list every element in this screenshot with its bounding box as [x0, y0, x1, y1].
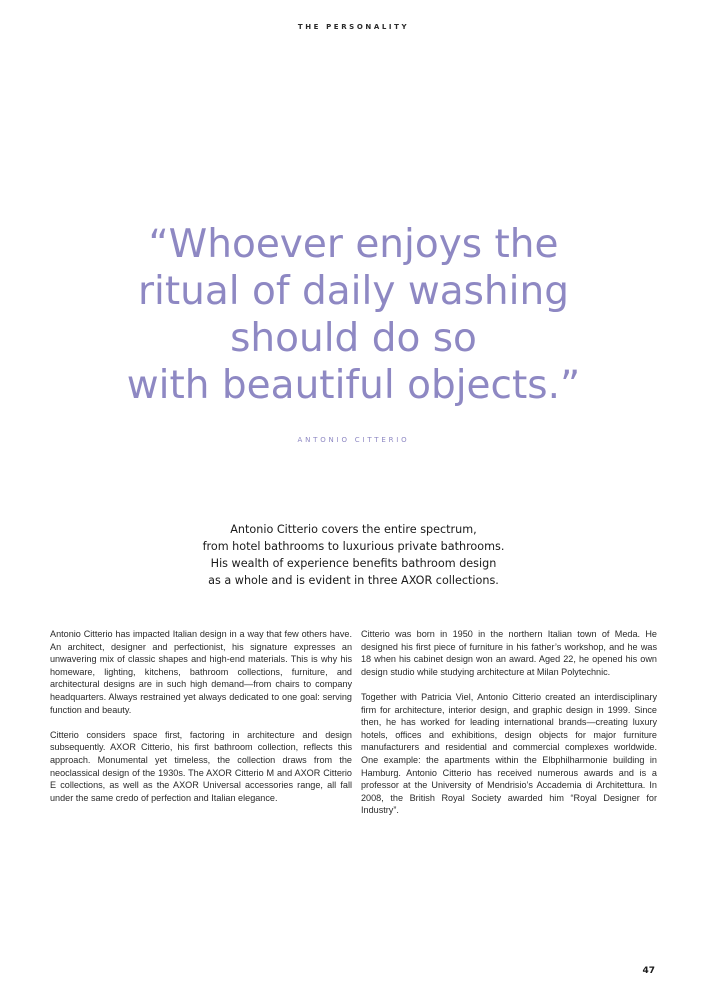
- body-column-right: [361, 628, 657, 830]
- quote-line: “Whoever enjoys the: [148, 222, 559, 267]
- intro-line: His wealth of experience benefits bathroom design: [210, 557, 497, 570]
- section-label: THE PERSONALITY: [297, 23, 410, 31]
- body-paragraph: Citterio considers space first, factoring in architecture and design subsequently. AXOR Citterio, his first bathroom collection, reflects this approach. Monumental yet timeless, the collection draws from the neoclassical design of the 1930s. The AXOR Citterio M and AXOR Citterio E collections, as well as the AXOR Universal accessories range, all fall under the same credo of perfection and Italian elegance.: [50, 729, 352, 803]
- body-column-left: [50, 628, 352, 817]
- intro-line: as a whole and is evident in three AXOR collections.: [208, 574, 499, 587]
- body-paragraph: Citterio was born in 1950 in the northern Italian town of Meda. He designed his first piece of furniture in his father’s workshop, and he was 18 when his cabinet design won an award. Aged 22, he opened his own design studio while studying architecture at Milan Polytechnic.: [361, 629, 657, 677]
- page-number: 47: [642, 966, 655, 976]
- body-paragraph: Antonio Citterio has impacted Italian design in a way that few others have. An architect, designer and perfectionist, his signature expresses an unwavering mix of classic shapes and high-end materials. This is why his homeware, lighting, kitchens, bathroom collections, furniture, and architectural designs are in such high demand—from chairs to company headquarters. Always restrained yet always dedicated to one goal: serving function and beauty.: [50, 629, 352, 715]
- quote-line: ritual of daily washing: [138, 269, 569, 314]
- quote-line: with beautiful objects.”: [126, 363, 581, 408]
- intro-line: from hotel bathrooms to luxurious private bathrooms.: [202, 540, 505, 553]
- quote-author: ANTONIO CITTERIO: [297, 436, 410, 444]
- intro-line: Antonio Citterio covers the entire spectrum,: [230, 523, 477, 536]
- quote-line: should do so: [230, 316, 477, 361]
- pull-quote: [0, 221, 707, 409]
- intro-text: [0, 521, 707, 589]
- body-paragraph: Together with Patricia Viel, Antonio Citterio created an interdisciplinary firm for architecture, interior design, and graphic design in 1999. Since then, he has worked for leading international brands—creating luxury hotels, offices and exhibitions, design objects for major furniture manufacturers and residential and commercial complexes worldwide. One example: the apartments within the Elbphilharmonie building in Hamburg. Antonio Citterio has received numerous awards and is a professor at the University of Mendrisio’s Accademia di Architettura. In 2008, the British Royal Society awarded him “Royal Designer for Industry”.: [361, 691, 657, 816]
